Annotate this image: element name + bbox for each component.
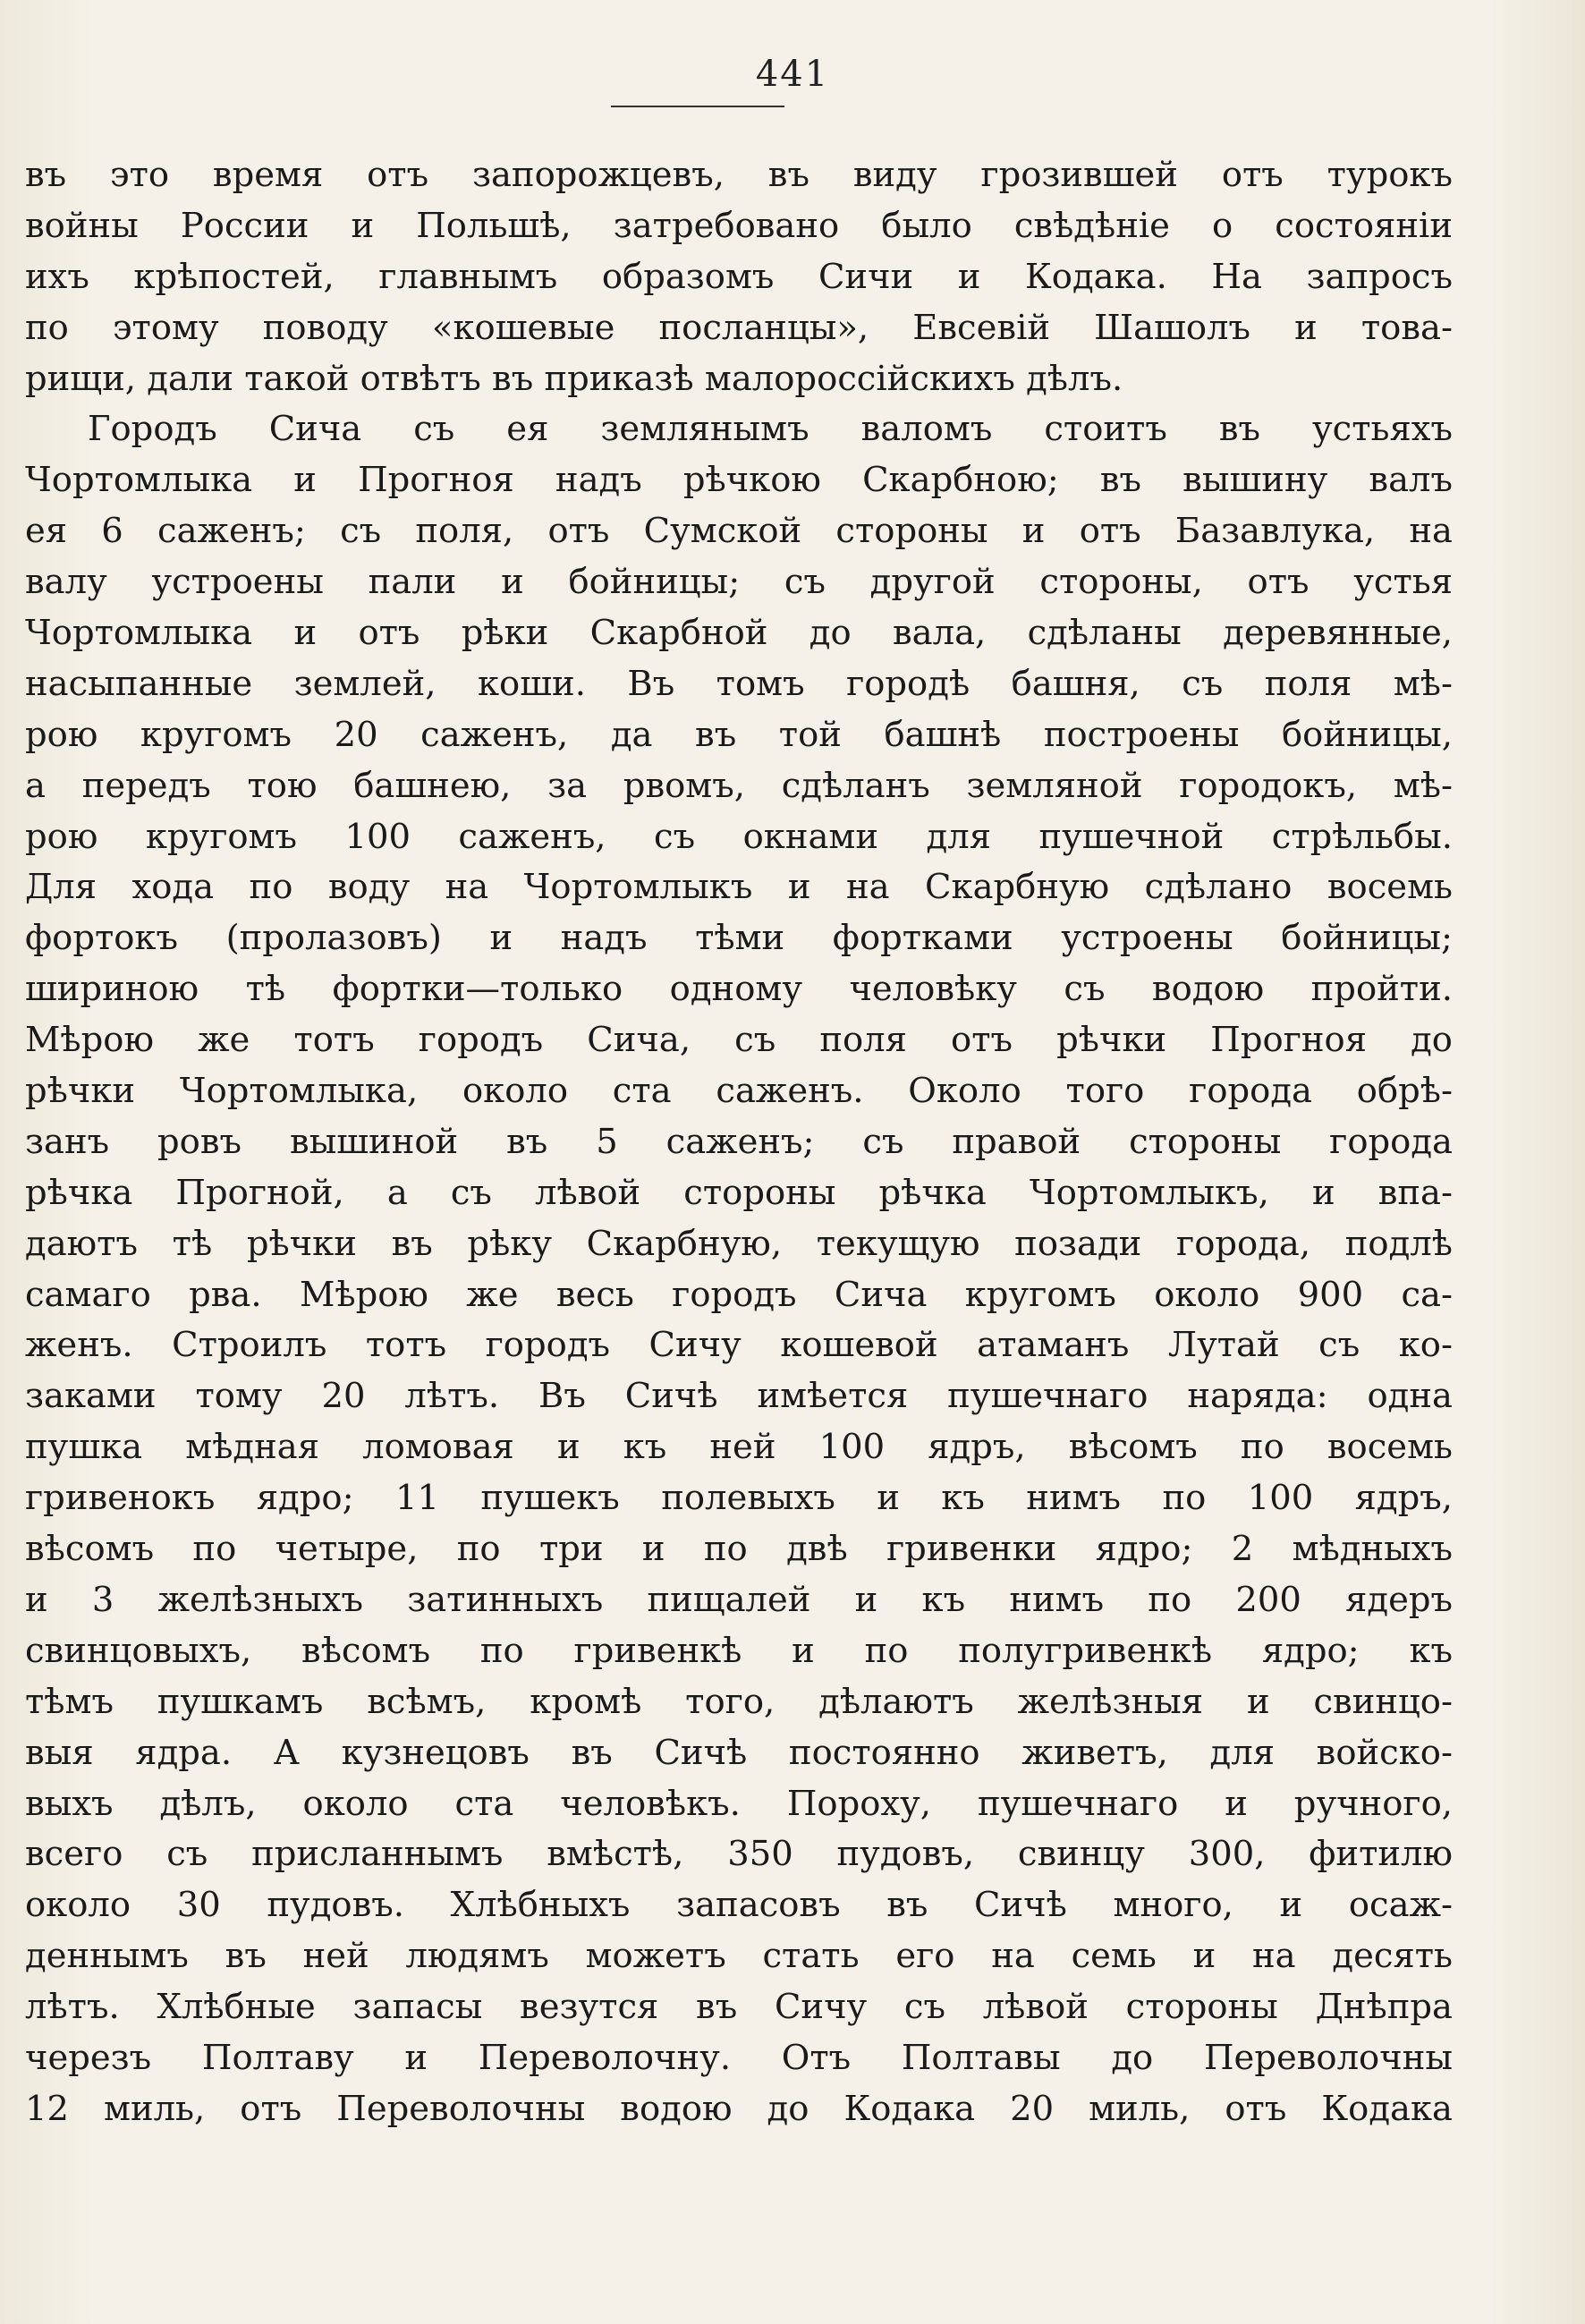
body-text	[25, 150, 1453, 2135]
text-line: выя ядра. А кузнецовъ въ Сичѣ постоянно живетъ, для войско-	[25, 1732, 1453, 1773]
text-line: рою кругомъ 20 саженъ, да въ той башнѣ построены бойницы,	[25, 714, 1453, 755]
text-line: женъ. Строилъ тотъ городъ Сичу кошевой атаманъ Лутай съ ко-	[25, 1325, 1453, 1366]
text-line: черезъ Полтаву и Переволочну. Отъ Полтавы до Переволочны	[25, 2037, 1453, 2078]
text-line: насыпанные землей, коши. Въ томъ городѣ башня, съ поля мѣ-	[25, 663, 1453, 704]
text-line: лѣтъ. Хлѣбные запасы везутся въ Сичу съ лѣвой стороны Днѣпра	[25, 1987, 1453, 2028]
text-line: валу устроены пали и бойницы; съ другой стороны, отъ устья	[25, 562, 1453, 603]
text-line: 12 миль, отъ Переволочны водою до Кодака 20 миль, отъ Кодака	[25, 2088, 1453, 2129]
text-line: всего съ присланнымъ вмѣстѣ, 350 пудовъ, свинцу 300, фитилю	[25, 1834, 1453, 1875]
text-line: Мѣрою же тотъ городъ Сича, съ поля отъ рѣчки Прогноя до	[25, 1020, 1453, 1061]
text-line: рою кругомъ 100 саженъ, съ окнами для пушечной стрѣльбы.	[25, 816, 1453, 857]
text-line: рѣчка Прогной, а съ лѣвой стороны рѣчка Чортомлыкъ, и впа-	[25, 1172, 1453, 1213]
text-line: Чортомлыка и отъ рѣки Скарбной до вала, сдѣланы деревянные,	[25, 613, 1453, 654]
text-line: пушка мѣдная ломовая и къ ней 100 ядръ, вѣсомъ по восемь	[25, 1427, 1453, 1468]
text-line: гривенокъ ядро; 11 пушекъ полевыхъ и къ нимъ по 100 ядръ,	[25, 1478, 1453, 1519]
paragraph-1	[25, 150, 1453, 404]
text-line: даютъ тѣ рѣчки въ рѣку Скарбную, текущую позади города, подлѣ	[25, 1223, 1453, 1264]
paragraph-2	[25, 404, 1453, 2134]
text-line: ихъ крѣпостей, главнымъ образомъ Сичи и Кодака. На запросъ	[25, 256, 1453, 297]
text-line: шириною тѣ фортки—только одному человѣку съ водою пройти.	[25, 969, 1453, 1010]
text-line: Чортомлыка и Прогноя надъ рѣчкою Скарбною; въ вышину валъ	[25, 460, 1453, 501]
text-line: занъ ровъ вышиной въ 5 саженъ; съ правой стороны города	[25, 1121, 1453, 1162]
text-line: выхъ дѣлъ, около ста человѣкъ. Пороху, пушечнаго и ручного,	[25, 1783, 1453, 1824]
text-line: ея 6 саженъ; съ поля, отъ Сумской стороны и отъ Базавлука, на	[25, 511, 1453, 552]
text-line: свинцовыхъ, вѣсомъ по гривенкѣ и по полугривенкѣ ядро; къ	[25, 1630, 1453, 1671]
text-line: тѣмъ пушкамъ всѣмъ, кромѣ того, дѣлаютъ желѣзныя и свинцо-	[25, 1681, 1453, 1722]
text-line: по этому поводу «кошевые посланцы», Евсевій Шашолъ и това-	[25, 307, 1453, 348]
text-line: и 3 желѣзныхъ затинныхъ пищалей и къ нимъ по 200 ядеръ	[25, 1579, 1453, 1620]
text-line: самаго рва. Мѣрою же весь городъ Сича кругомъ около 900 са-	[25, 1274, 1453, 1315]
text-line: вѣсомъ по четыре, по три и по двѣ гривенки ядро; 2 мѣдныхъ	[25, 1529, 1453, 1570]
page-number: 441	[755, 54, 830, 95]
page-header	[0, 54, 1585, 98]
text-line: Городъ Сича съ ея землянымъ валомъ стоитъ въ устьяхъ	[88, 409, 1453, 450]
text-line: деннымъ въ ней людямъ можетъ стать его на семь и на десять	[25, 1936, 1453, 1977]
text-line: около 30 пудовъ. Хлѣбныхъ запасовъ въ Сичѣ много, и осаж-	[25, 1885, 1453, 1926]
text-line: войны России и Польшѣ, затребовано было свѣдѣніе о состояніи	[25, 205, 1453, 246]
header-rule	[611, 106, 784, 107]
text-line: рѣчки Чортомлыка, около ста саженъ. Около того города обрѣ-	[25, 1071, 1453, 1112]
text-line: въ это время отъ запорожцевъ, въ виду грозившей отъ турокъ	[25, 155, 1453, 195]
text-line: Для хода по воду на Чортомлыкъ и на Скарбную сдѣлано восемь	[25, 867, 1453, 908]
text-line: заками тому 20 лѣтъ. Въ Сичѣ имѣется пушечнаго наряда: одна	[25, 1376, 1453, 1417]
text-line: а передъ тою башнею, за рвомъ, сдѣланъ земляной городокъ, мѣ-	[25, 765, 1453, 806]
text-line: рищи, дали такой отвѣтъ въ приказѣ малороссійскихъ дѣлъ.	[25, 358, 1123, 399]
text-line: фортокъ (пролазовъ) и надъ тѣми фортками устроены бойницы;	[25, 918, 1453, 959]
